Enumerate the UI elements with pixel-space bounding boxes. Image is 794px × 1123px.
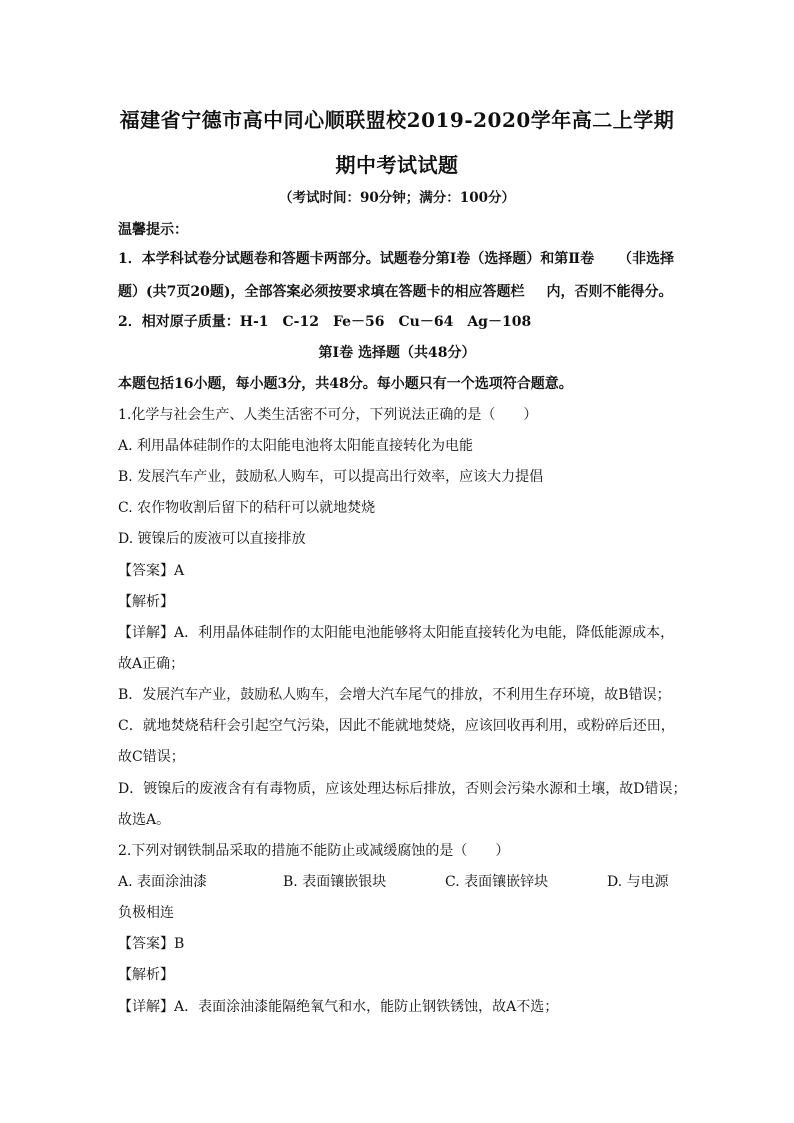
question-2-options-row [118, 871, 678, 891]
question-2-stem: 2.下列对钢铁制品采取的措施不能防止或减缓腐蚀的是（ ） [118, 843, 510, 859]
notice-heading: 温馨提示： [118, 222, 188, 238]
question-2-option-a: A. 表面涂油漆 [118, 874, 208, 890]
notice-item-2: 2．相对原子质量：H-1 C-12 Fe－56 Cu－64 Ag－108 [118, 314, 532, 330]
question-1-detail-line-1: 【详解】A．利用晶体硅制作的太阳能电池能够将太阳能直接转化为电能，降低能源成本， [118, 625, 675, 641]
document-title-line-2: 期中考试试题 [335, 153, 459, 177]
question-1-detail-line-2: 故A正确； [118, 656, 185, 672]
question-2-analysis-label: 【解析】 [118, 967, 174, 983]
notice-item-1-text-c: 题）(共7页20题)，全部答案必须按要求填在答题卡的相应答题栏 [118, 284, 525, 300]
question-1-detail-line-3: B．发展汽车产业，鼓励私人购车，会增大汽车尾气的排放，不利用生存环境，故B错误； [118, 687, 671, 703]
question-1-option-a: A. 利用晶体硅制作的太阳能电池将太阳能直接转化为电能 [118, 438, 474, 454]
document-title-line-1: 福建省宁德市高中同心顺联盟校2019-2020学年高二上学期 [119, 108, 675, 132]
notice-item-1-line-1 [118, 248, 674, 268]
notice-item-1-text-a: 1．本学科试卷分试题卷和答题卡两部分。试题卷分第Ⅰ卷（选择题）和第Ⅱ卷 [118, 251, 595, 267]
question-1-detail-line-5: 故C错误； [118, 749, 185, 765]
question-2-option-d: D. 与电源 [607, 874, 669, 890]
notice-item-1-text-d: 内，否则不能得分。 [546, 284, 673, 300]
exam-info: （考试时间：90分钟；满分：100分） [279, 190, 515, 206]
notice-item-1-line-2 [118, 281, 678, 301]
question-1-option-c: C. 农作物收割后留下的秸秆可以就地焚烧 [118, 500, 376, 516]
question-1-analysis-label: 【解析】 [118, 594, 174, 610]
question-1-stem: 1.化学与社会生产、人类生活密不可分，下列说法正确的是（ ） [118, 407, 538, 423]
section-title: 第Ⅰ卷 选择题（共48分） [318, 345, 476, 361]
question-1-answer: 【答案】A [118, 563, 185, 579]
question-2-option-b: B. 表面镶嵌银块 [283, 874, 387, 890]
question-1-detail-line-7: 故选A。 [118, 812, 171, 828]
question-2-option-d-continued: 负极相连 [118, 905, 174, 921]
notice-item-1-text-b: （非选择 [618, 251, 674, 267]
question-1-detail-line-4: C．就地焚烧秸秆会引起空气污染，因此不能就地焚烧，应该回收再利用，或粉碎后还田， [118, 718, 675, 734]
question-1-option-d: D. 镀镍后的废液可以直接排放 [118, 531, 306, 547]
question-1-detail-line-6: D．镀镍后的废液含有有毒物质，应该处理达标后排放，否则会污染水源和土壤，故D错误； [118, 781, 687, 797]
question-2-detail-line-1: 【详解】A．表面涂油漆能隔绝氧气和水，能防止钢铁锈蚀，故A不选； [118, 999, 559, 1015]
question-1-option-b: B. 发展汽车产业，鼓励私人购车，可以提高出行效率，应该大力提倡 [118, 469, 544, 485]
section-instructions: 本题包括16小题，每小题3分，共48分。每小题只有一个选项符合题意。 [118, 376, 573, 392]
question-2-option-c: C. 表面镶嵌锌块 [445, 874, 549, 890]
question-2-answer: 【答案】B [118, 936, 185, 952]
